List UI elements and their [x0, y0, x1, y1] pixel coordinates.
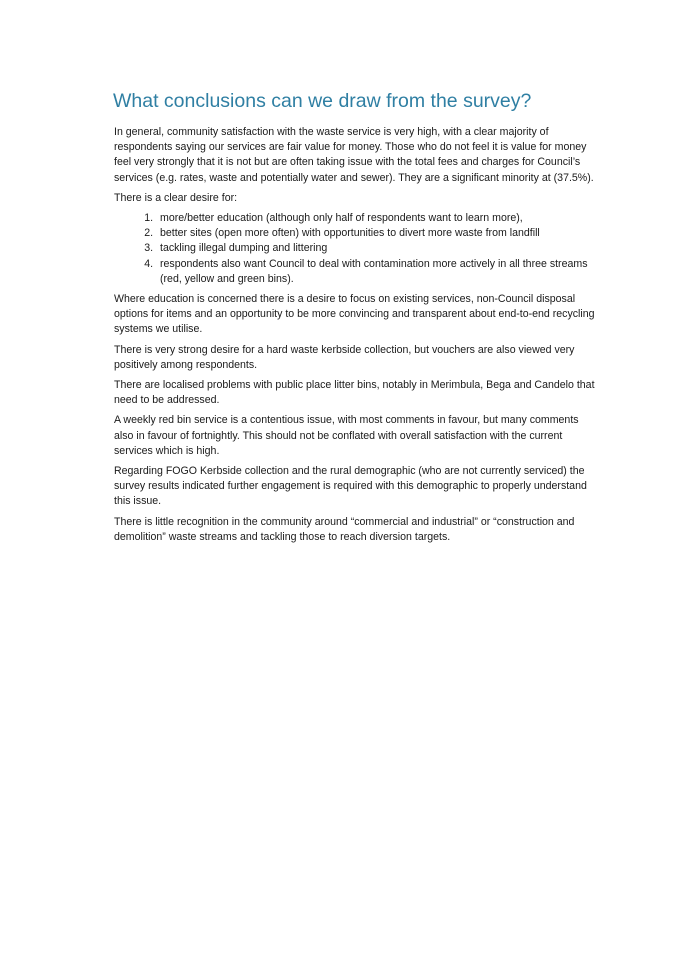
list-item: 4. respondents also want Council to deal with contamination more actively in all three streams (red, yellow and green bins).	[156, 257, 598, 287]
paragraph-red-bin: A weekly red bin service is a contentious issue, with most comments in favour, but many comments also in favour of fortnightly. This should not be conflated with overall satisfaction with the current services which is high.	[114, 414, 579, 457]
list-item: 2. better sites (open more often) with opportunities to divert more waste from landfill	[156, 226, 598, 241]
paragraph-satisfaction: In general, community satisfaction with the waste service is very high, with a clear majority of respondents saying our services are fair value for money. Those who do not feel it is value for money feel very strongly that it is not but are often taking issue with the total fees and charges for Council’s services (e.g. rates, waste and potentially water and sewer). They are a significant minority at (37.5%).	[114, 126, 594, 184]
paragraph-education: Where education is concerned there is a desire to focus on existing services, non-Council disposal options for items and an opportunity to be more convincing and transparent about end-to-end recycling systems we utilise.	[114, 293, 595, 336]
document-body	[114, 125, 598, 550]
paragraph-litter-bins: There are localised problems with public place litter bins, notably in Merimbula, Bega and Candelo that need to be addressed.	[114, 379, 595, 407]
page-title: What conclusions can we draw from the survey?	[113, 90, 532, 112]
paragraph-fogo: Regarding FOGO Kerbside collection and the rural demographic (who are not currently serviced) the survey results indicated further engagement is required with this demographic to properly understand this issue.	[114, 465, 587, 508]
paragraph-hard-waste: There is very strong desire for a hard waste kerbside collection, but vouchers are also viewed very positively among respondents.	[114, 343, 575, 371]
list-item: 1. more/better education (although only half of respondents want to learn more),	[156, 211, 598, 226]
desires-list	[114, 211, 598, 287]
paragraph-commercial: There is little recognition in the community around “commercial and industrial” or “construction and demolition” waste streams and tackling those to reach diversion targets.	[114, 515, 575, 543]
paragraph-desire-intro: There is a clear desire for:	[114, 191, 238, 204]
list-item: 3. tackling illegal dumping and littering	[156, 241, 598, 256]
